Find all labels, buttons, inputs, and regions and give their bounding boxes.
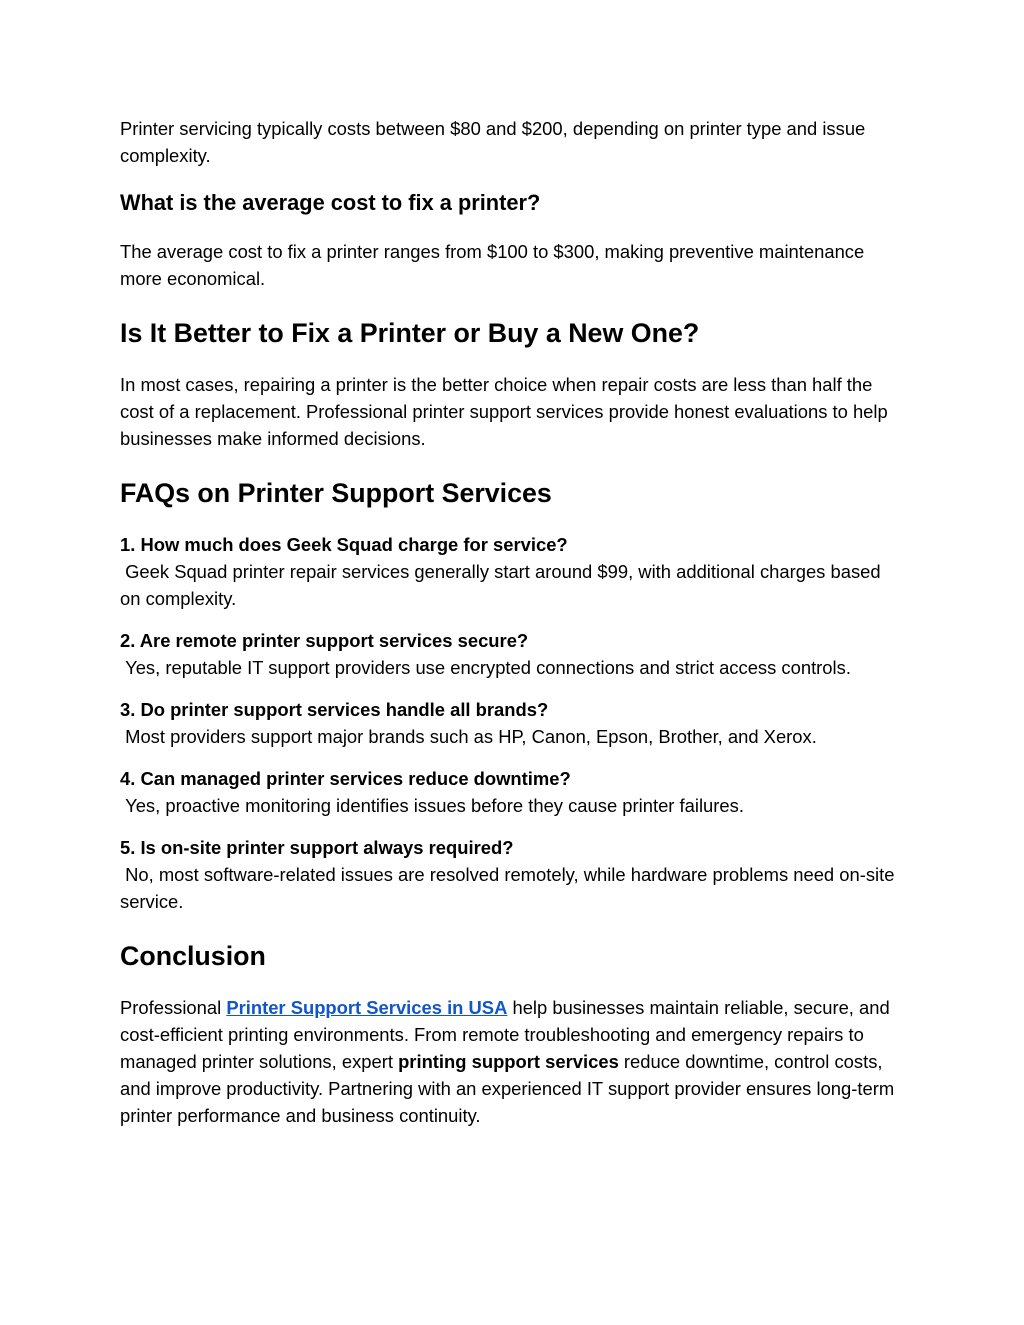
- faq-answer-4: Yes, proactive monitoring identifies issues before they cause printer failures.: [120, 795, 744, 816]
- servicing-cost-paragraph: Printer servicing typically costs between $80 and $200, depending on printer type and issue complexity.: [120, 118, 866, 166]
- conclusion-bold-phrase: printing support services: [398, 1051, 619, 1072]
- faq-item-2: [120, 627, 904, 681]
- printer-support-services-link[interactable]: Printer Support Services in USA: [226, 997, 508, 1018]
- faq-question-5: 5. Is on-site printer support always required?: [120, 837, 514, 858]
- faqs-heading: FAQs on Printer Support Services: [120, 478, 552, 508]
- conclusion-paragraph: [120, 994, 904, 1129]
- faq-question-3: 3. Do printer support services handle all brands?: [120, 699, 549, 720]
- conclusion-text-middle: help businesses maintain reliable, secure, and cost-efficient printing environments. From remote troubleshooting and emergency repairs to managed printer solutions, expert: [120, 997, 890, 1072]
- conclusion-text-end: reduce downtime, control costs, and improve productivity. Partnering with an experienced IT support provider ensures long-term printer performance and business continuity.: [120, 1051, 895, 1126]
- conclusion-heading: Conclusion: [120, 941, 266, 971]
- faq-question-4: 4. Can managed printer services reduce downtime?: [120, 768, 571, 789]
- fix-or-buy-paragraph: In most cases, repairing a printer is the better choice when repair costs are less than half the cost of a replacement. Professional printer support services provide honest evaluations to help businesses make informed decisions.: [120, 374, 888, 449]
- faq-answer-5: No, most software-related issues are resolved remotely, while hardware problems need on-site service.: [120, 864, 900, 912]
- faq-question-1: 1. How much does Geek Squad charge for service?: [120, 534, 568, 555]
- faq-item-3: [120, 696, 904, 750]
- average-cost-subheading: What is the average cost to fix a printer?: [120, 190, 541, 215]
- faq-item-1: [120, 531, 904, 612]
- average-cost-paragraph: The average cost to fix a printer ranges from $100 to $300, making preventive maintenance more economical.: [120, 241, 865, 289]
- faq-item-5: [120, 834, 904, 915]
- faq-question-2: 2. Are remote printer support services secure?: [120, 630, 529, 651]
- fix-or-buy-heading: Is It Better to Fix a Printer or Buy a New One?: [120, 318, 700, 348]
- faq-answer-2: Yes, reputable IT support providers use encrypted connections and strict access controls.: [120, 657, 851, 678]
- faq-answer-1: Geek Squad printer repair services generally start around $99, with additional charges based on complexity.: [120, 561, 886, 609]
- conclusion-text-lead: Professional: [120, 997, 227, 1018]
- faq-item-4: [120, 765, 904, 819]
- faq-answer-3: Most providers support major brands such as HP, Canon, Epson, Brother, and Xerox.: [120, 726, 817, 747]
